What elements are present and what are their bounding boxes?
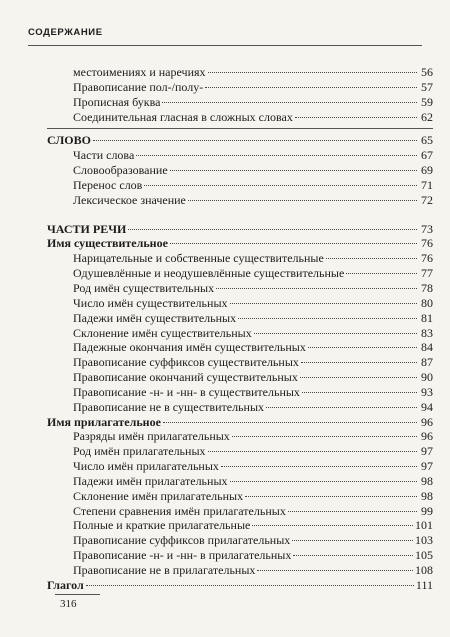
toc-section-slovo [47,133,433,148]
toc-entry-label: Склонение имён прилагательных [73,488,244,503]
toc-entry-label: Правописание суффиксов существительных [73,355,299,370]
table-of-contents [47,65,433,593]
toc-entry [47,400,433,415]
dot-leader [216,288,417,289]
toc-section-label: СЛОВО [47,133,91,148]
footer-rule [55,594,100,595]
dot-leader [257,570,413,571]
dot-leader [208,451,417,452]
toc-entry-label: Склонение имён существительных [73,325,252,340]
toc-entry-label: Правописание -н- и -нн- в существительных [73,384,300,399]
page-header-title: СОДЕРЖАНИЕ [28,27,103,38]
toc-entry-page: 105 [415,548,433,563]
toc-entry [47,459,433,474]
dot-leader [293,555,413,556]
toc-entry-page: 96 [421,429,433,444]
toc-entry [47,370,433,385]
toc-entry-page: 83 [421,325,433,340]
section-spacer [47,208,433,222]
dot-leader [266,407,417,408]
toc-entry [47,385,433,400]
toc-entry [47,533,433,548]
header-rule [28,45,422,46]
dot-leader [221,466,417,467]
toc-entry-page: 62 [421,109,433,124]
toc-entry [47,474,433,489]
toc-entry-page: 90 [421,370,433,385]
toc-section-label: ЧАСТИ РЕЧИ [47,221,127,236]
toc-entry-page: 98 [421,488,433,503]
toc-entry-label: Нарицательные и собственные существительные [73,251,324,266]
dot-leader [128,229,417,230]
toc-section-page: 73 [421,221,433,236]
toc-subsection-page: 111 [415,577,433,592]
toc-entry [47,296,433,311]
dot-leader [326,258,417,259]
toc-entry-label: Число имён существительных [73,295,228,310]
toc-entry-label: Полные и краткие прилагательные [73,518,251,533]
toc-entry [47,110,433,125]
dot-leader [163,422,417,423]
toc-entry-label: Степени сравнения имён прилагательных [73,503,286,518]
toc-subsection-label: Имя существительное [47,236,168,251]
dot-leader [230,481,417,482]
toc-entry [47,311,433,326]
toc-entry [47,65,433,80]
dot-leader [170,243,417,244]
toc-entry-label: Род имён прилагательных [73,444,206,459]
toc-entry-page: 97 [421,459,433,474]
dot-leader [93,140,417,141]
section-rule [47,128,433,129]
toc-entry [47,80,433,95]
toc-entry-label: Падежи имён прилагательных [73,473,228,488]
toc-entry-page: 57 [421,79,433,94]
toc-subsection-label: Глагол [47,577,84,592]
toc-entry-page: 94 [421,399,433,414]
dot-leader [245,496,417,497]
dot-leader [288,511,417,512]
toc-entry-page: 56 [421,65,433,79]
toc-entry-label: Род имён существительных [73,280,215,295]
dot-leader [252,525,413,526]
toc-entry-page: 71 [421,177,433,192]
toc-entry-label: Падежные окончания имён существительных [73,340,306,355]
toc-entry [47,548,433,563]
toc-entry-label: Части слова [73,148,135,163]
toc-entry-page: 101 [415,518,433,533]
toc-entry [47,429,433,444]
toc-entry-page: 99 [421,503,433,518]
toc-entry-label: Правописание пол-/полу- [73,79,204,94]
toc-subsection-label: Имя прилагательное [47,414,161,429]
toc-entry [47,95,433,110]
toc-entry [47,355,433,370]
dot-leader [301,362,417,363]
toc-subsection-page: 76 [421,236,433,251]
toc-entry-label: Число имён прилагательных [73,459,219,474]
toc-entry-label: Падежи имён существительных [73,310,237,325]
dot-leader [308,347,417,348]
toc-entry-page: 87 [421,355,433,370]
toc-entry [47,148,433,163]
toc-entry-page: 59 [421,94,433,109]
toc-section-chasti-rechi [47,222,433,237]
toc-subsection-verb [47,578,433,593]
toc-entry-page: 69 [421,163,433,178]
dot-leader [254,333,417,334]
toc-entry-page: 103 [415,533,433,548]
page-number: 316 [60,598,77,610]
dot-leader [238,318,417,319]
dot-leader [170,170,417,171]
toc-entry [47,251,433,266]
toc-entry-label: Лексическое значение [73,192,186,207]
toc-entry-page: 67 [421,148,433,163]
toc-entry-label: Разряды имён прилагательных [73,429,230,444]
toc-entry [47,444,433,459]
toc-entry-label: Правописание суффиксов прилагательных [73,533,291,548]
toc-entry [47,518,433,533]
toc-entry-page: 80 [421,295,433,310]
toc-entry-page: 81 [421,310,433,325]
dot-leader [232,436,417,437]
toc-entry [47,266,433,281]
toc-entry-page: 93 [421,384,433,399]
toc-entry-page: 76 [421,251,433,266]
toc-section-page: 65 [421,133,433,148]
toc-entry-page: 84 [421,340,433,355]
toc-entry-label: Прописная буква [73,94,161,109]
toc-entry [47,163,433,178]
dot-leader [295,117,417,118]
dot-leader [86,585,414,586]
toc-entry-label: местоимениях и наречиях [73,65,206,79]
toc-entry-label: Одушевлённые и неодушевлённые существительные [73,266,345,281]
dot-leader [300,377,417,378]
toc-entry-page: 78 [421,280,433,295]
toc-entry [47,193,433,208]
toc-entry-label: Соединительная гласная в сложных словах [73,109,293,124]
toc-entry-page: 97 [421,444,433,459]
toc-entry-label: Словообразование [73,163,168,178]
toc-entry-page: 98 [421,473,433,488]
toc-entry-label: Правописание окончаний существительных [73,370,298,385]
dot-leader [292,540,413,541]
toc-subsection-noun [47,236,433,251]
dot-leader [208,72,417,73]
dot-leader [162,102,417,103]
dot-leader [136,155,417,156]
toc-subsection-adjective [47,415,433,430]
toc-entry [47,281,433,296]
dot-leader [302,392,417,393]
toc-entry [47,178,433,193]
toc-entry [47,340,433,355]
toc-entry [47,504,433,519]
dot-leader [205,87,417,88]
dot-leader [230,303,417,304]
toc-entry-page: 77 [421,266,433,281]
toc-entry-page: 108 [415,563,433,577]
toc-entry [47,489,433,504]
toc-entry [47,326,433,341]
toc-entry-label: Правописание не в прилагательных [73,563,256,577]
toc-entry-label: Правописание не в существительных [73,399,265,414]
dot-leader [188,200,417,201]
toc-subsection-page: 96 [421,414,433,429]
toc-entry-label: Перенос слов [73,177,143,192]
dot-leader [346,273,417,274]
toc-entry [47,563,433,578]
toc-entry-page: 72 [421,192,433,207]
toc-entry-label: Правописание -н- и -нн- в прилагательных [73,548,292,563]
dot-leader [144,185,417,186]
